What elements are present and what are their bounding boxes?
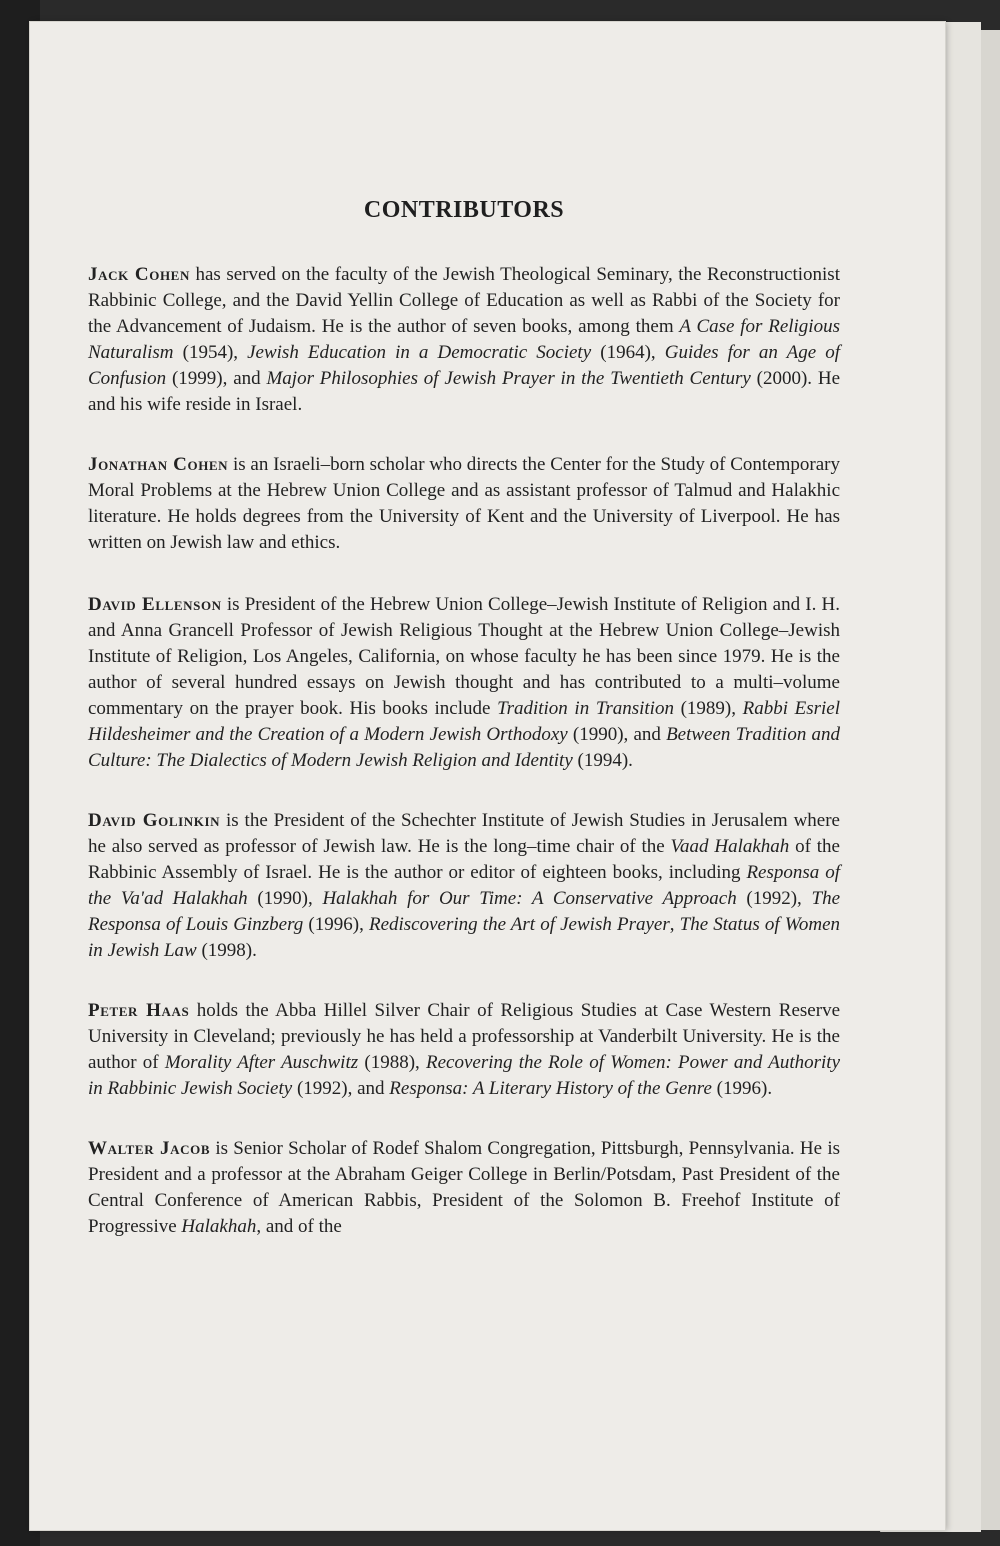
book-title: Halakhah for Our Time: A Conservative Approach	[322, 888, 737, 909]
contributor-name: Walter Jacob	[88, 1138, 211, 1159]
book-title: Tradition in Transition	[497, 698, 674, 719]
book-title: Recovering the Role of Women: Power and Authority in Rabbinic Jewish Society	[88, 1052, 840, 1099]
contributor-name: Jonathan Cohen	[88, 454, 229, 475]
contributor-entry: Walter Jacob is Senior Scholar of Rodef Shalom Congregation, Pittsburgh, Pennsylvania. He is President and a professor at the Abraham Geiger College in Berlin/Potsdam, Past President of the Central Conference of American Rabbis, President of the Solomon B. Freehof Institute of Progressive Halakhah, and of the	[88, 1138, 840, 1237]
book-title: Rabbi Esriel Hildesheimer and the Creation of a Modern Jewish Orthodoxy	[88, 698, 840, 745]
book-title: Jewish Education in a Democratic Society	[247, 342, 592, 363]
book-title: Between Tradition and Culture: The Dialectics of Modern Jewish Religion and Identity	[88, 724, 841, 771]
book-title: Responsa of the Va'ad Halakhah	[88, 862, 841, 909]
book-title: Morality After Auschwitz	[164, 1052, 359, 1073]
contributor-entry: Jonathan Cohen is an Israeli–born scholar who directs the Center for the Study of Contemporary Moral Problems at the Hebrew Union College and as assistant professor of Talmud and Halakhic literature. He holds degrees from the University of Kent and the University of Liverpool. He has written on Jewish law and ethics.	[88, 454, 840, 553]
book-title: The Responsa of Louis Ginzberg	[88, 888, 841, 935]
contributor-name: David Golinkin	[88, 810, 221, 831]
contributor-name: David Ellenson	[88, 594, 222, 615]
contributor-entry: David Ellenson is President of the Hebrew Union College–Jewish Institute of Religion and I. H. and Anna Grancell Professor of Jewish Religious Thought at the Hebrew Union College–Jewish Institute of Religion, Los Angeles, California, on whose faculty he has been since 1979. He is the author of several hundred essays on Jewish thought and has contributed to a multi–volume commentary on the prayer book. His books include Tradition in Transition (1989), Rabbi Esriel Hildesheimer and the Creation of a Modern Jewish Orthodoxy (1990), and Between Tradition and Culture: The Dialectics of Modern Jewish Religion and Identity (1994).	[88, 594, 841, 771]
book-title: Major Philosophies of Jewish Prayer in the Twentieth Century	[266, 368, 751, 389]
book-title: Responsa: A Literary History of the Genre	[389, 1078, 712, 1099]
book-title: The Status of Women in Jewish Law	[88, 914, 841, 961]
contributor-name: Jack Cohen	[88, 264, 190, 285]
book-title: A Case for Religious Naturalism	[88, 316, 840, 363]
book-title: Vaad Halakhah	[670, 836, 790, 857]
book-title: Rediscovering the Art of Jewish Prayer	[368, 914, 670, 935]
book-title: Guides for an Age of Confusion	[88, 342, 841, 389]
book-title: Halakhah	[181, 1216, 257, 1237]
contributor-entry: Peter Haas holds the Abba Hillel Silver Chair of Religious Studies at Case Western Reserve University in Cleveland; previously he has held a professorship at Vanderbilt University. He is the author of Morality After Auschwitz (1988), Recovering the Role of Women: Power and Authority in Rabbinic Jewish Society (1992), and Responsa: A Literary History of the Genre (1996).	[88, 1000, 840, 1099]
book-page	[30, 22, 945, 1530]
page-title: CONTRIBUTORS	[363, 197, 565, 223]
contributor-entry: Jack Cohen has served on the faculty of the Jewish Theological Seminary, the Reconstructionist Rabbinic College, and the David Yellin College of Education as well as Rabbi of the Society for the Advancement of Judaism. He is the author of seven books, among them A Case for Religious Naturalism (1954), Jewish Education in a Democratic Society (1964), Guides for an Age of Confusion (1999), and Major Philosophies of Jewish Prayer in the Twentieth Century (2000). He and his wife reside in Israel.	[88, 264, 841, 415]
page-content	[88, 197, 840, 1274]
contributor-name: Peter Haas	[88, 1000, 190, 1021]
contributor-entry: David Golinkin is the President of the Schechter Institute of Jewish Studies in Jerusalem where he also served as professor of Jewish law. He is the long–time chair of the Vaad Halakhah of the Rabbinic Assembly of Israel. He is the author or editor of eighteen books, including Responsa of the Va'ad Halakhah (1990), Halakhah for Our Time: A Conservative Approach (1992), The Responsa of Louis Ginzberg (1996), Rediscovering the Art of Jewish Prayer, The Status of Women in Jewish Law (1998).	[88, 810, 841, 961]
